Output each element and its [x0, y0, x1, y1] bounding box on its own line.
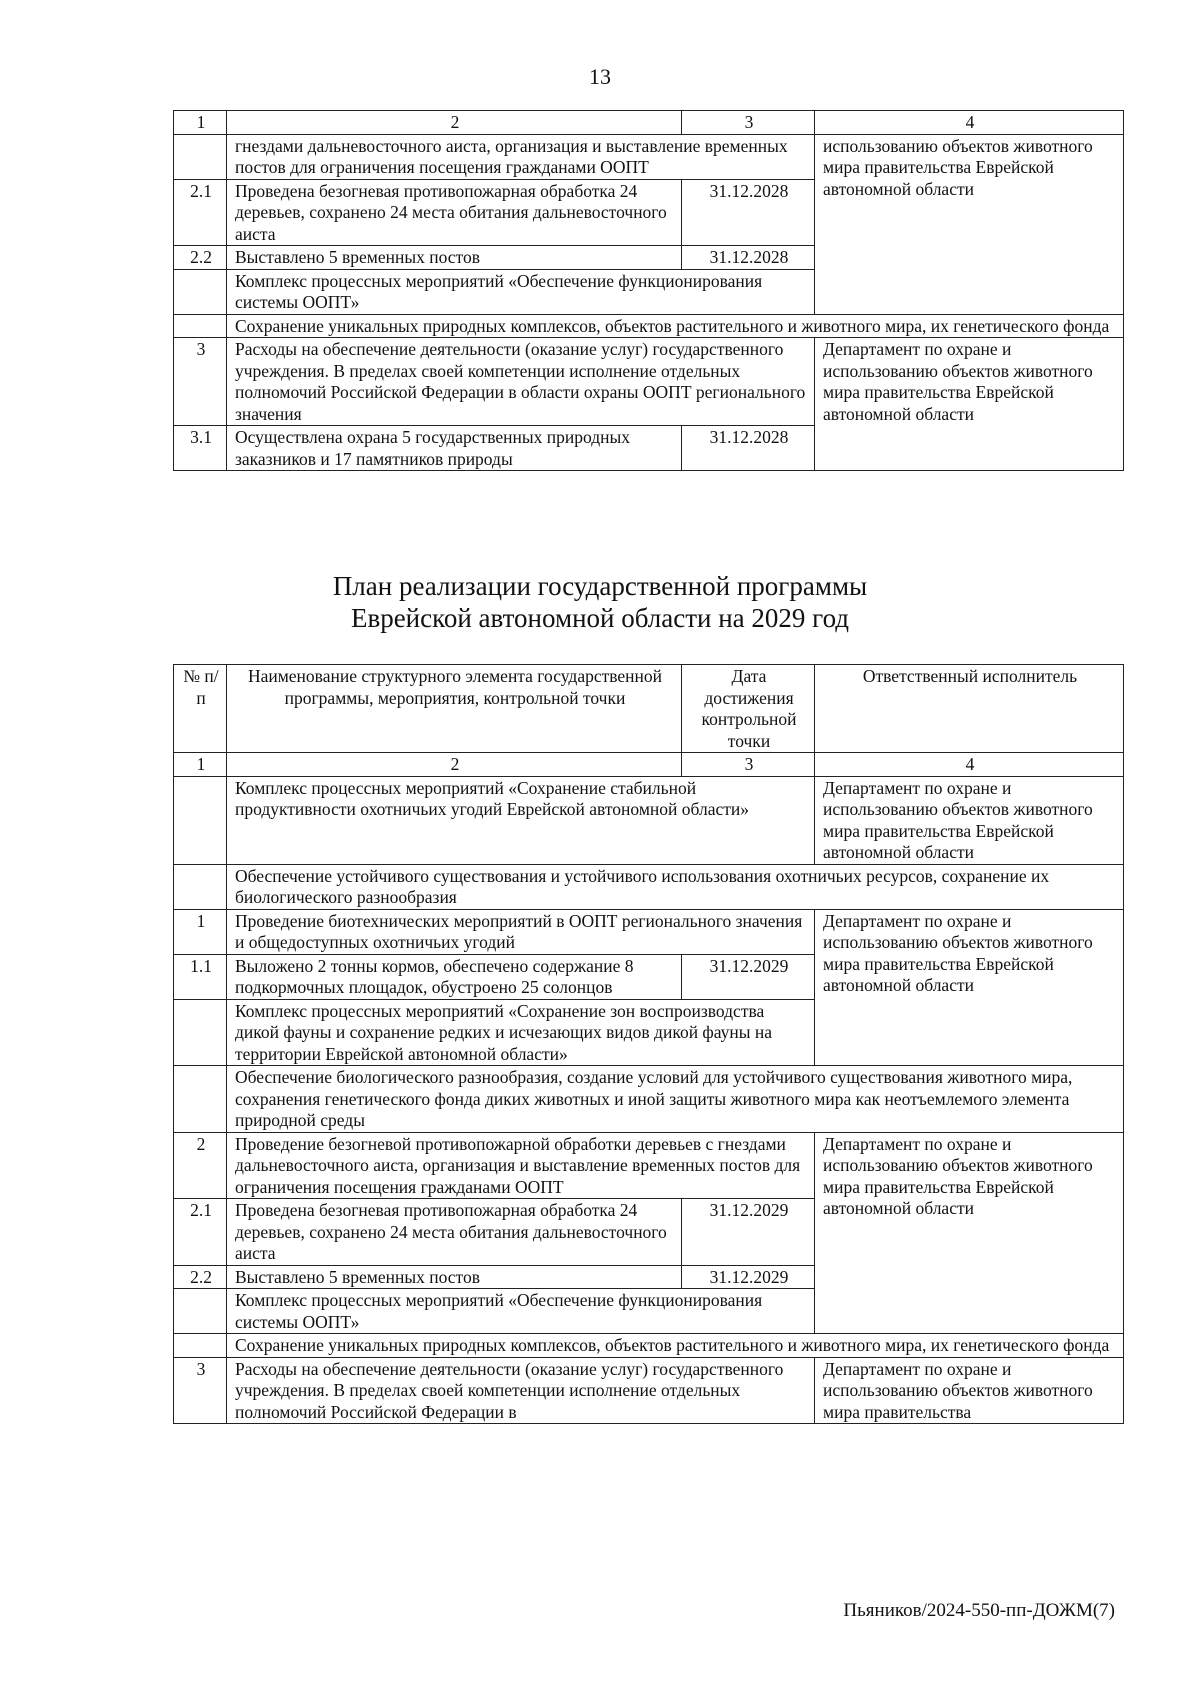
row-number: 2.2 — [174, 1265, 227, 1289]
row-responsible: Департамент по охране и использованию объектов животного мира правительства Еврейской автономной области — [815, 1132, 1124, 1334]
row-date: 31.12.2028 — [682, 246, 815, 270]
row-date: 31.12.2029 — [682, 1265, 815, 1289]
row-name: Выставлено 5 временных постов — [227, 1265, 682, 1289]
row-name: Расходы на обеспечение деятельности (оказание услуг) государственного учреждения. В пределах своей компетенции исполнение отдельных полномочий Российской Федерации в — [227, 1357, 815, 1424]
table-row — [174, 909, 1124, 954]
row-number — [174, 134, 227, 179]
row-number: 2.1 — [174, 179, 227, 246]
row-number — [174, 269, 227, 314]
header-cell-number: № п/п — [174, 665, 227, 753]
table-header-row — [174, 111, 1124, 135]
row-name: Осуществлена охрана 5 государственных природных заказников и 17 памятников природы — [227, 426, 682, 471]
row-name: Обеспечение биологического разнообразия, создание условий для устойчивого существования животного мира, сохранения генетического фонда диких животных и иной защиты животного мира как неотъемлемого элемента природной среды — [227, 1066, 1124, 1133]
row-date: 31.12.2029 — [682, 1199, 815, 1266]
table-row — [174, 776, 1124, 864]
header-cell-date: Дата достижения контрольной точки — [682, 665, 815, 753]
row-name: Выложено 2 тонны кормов, обеспечено содержание 8 подкормочных площадок, обустроено 25 солонцов — [227, 954, 682, 999]
row-name: Выставлено 5 временных постов — [227, 246, 682, 270]
header-cell: 3 — [682, 753, 815, 777]
row-name: Комплекс процессных мероприятий «Обеспечение функционирования системы ООПТ» — [227, 269, 815, 314]
header-cell: 4 — [815, 753, 1124, 777]
row-number: 1 — [174, 909, 227, 954]
header-cell-responsible: Ответственный исполнитель — [815, 665, 1124, 753]
row-responsible: Департамент по охране и использованию объектов животного мира правительства Еврейской автономной области — [815, 909, 1124, 1066]
row-number — [174, 1289, 227, 1334]
header-cell: 4 — [815, 111, 1124, 135]
row-name: Сохранение уникальных природных комплексов, объектов растительного и животного мира, их генетического фонда — [227, 1334, 1124, 1358]
document-code: Пьяников/2024-550-пп-ДОЖМ(7) — [843, 1600, 1115, 1621]
row-responsible: использованию объектов животного мира правительства Еврейской автономной области — [815, 134, 1124, 314]
row-number — [174, 776, 227, 864]
header-cell: 1 — [174, 753, 227, 777]
row-number — [174, 864, 227, 909]
table-row — [174, 134, 1124, 179]
row-date: 31.12.2029 — [682, 954, 815, 999]
row-responsible: Департамент по охране и использованию объектов животного мира правительства — [815, 1357, 1124, 1424]
row-number — [174, 1334, 227, 1358]
plan-2029-table — [173, 664, 1124, 1424]
plan-title — [0, 570, 1200, 634]
row-name: Проведение биотехнических мероприятий в ООПТ регионального значения и общедоступных охотничьих угодий — [227, 909, 815, 954]
header-cell: 2 — [227, 111, 682, 135]
table-row — [174, 1066, 1124, 1133]
row-number: 2 — [174, 1132, 227, 1199]
row-number: 3.1 — [174, 426, 227, 471]
row-number — [174, 1066, 227, 1133]
row-responsible: Департамент по охране и использованию объектов животного мира правительства Еврейской автономной области — [815, 776, 1124, 864]
row-number: 2.1 — [174, 1199, 227, 1266]
table-row — [174, 864, 1124, 909]
row-name: Комплекс процессных мероприятий «Сохранение стабильной продуктивности охотничьих угодий Еврейской автономной области» — [227, 776, 815, 864]
row-number: 3 — [174, 1357, 227, 1424]
row-name: Комплекс процессных мероприятий «Сохранение зон воспроизводства дикой фауны и сохранение редких и исчезающих видов дикой фауны на территории Еврейской автономной области» — [227, 999, 815, 1066]
row-name: Проведена безогневая противопожарная обработка 24 деревьев, сохранено 24 места обитания дальневосточного аиста — [227, 1199, 682, 1266]
row-responsible: Департамент по охране и использованию объектов животного мира правительства Еврейской автономной области — [815, 338, 1124, 471]
row-name: Расходы на обеспечение деятельности (оказание услуг) государственного учреждения. В пределах своей компетенции исполнение отдельных полномочий Российской Федерации в области охраны ООПТ регионального значения — [227, 338, 815, 426]
row-number: 3 — [174, 338, 227, 426]
row-name: Обеспечение устойчивого существования и устойчивого использования охотничьих ресурсов, сохранение их биологического разнообразия — [227, 864, 1124, 909]
row-number — [174, 999, 227, 1066]
row-name: Комплекс процессных мероприятий «Обеспечение функционирования системы ООПТ» — [227, 1289, 815, 1334]
header-cell-name: Наименование структурного элемента государственной программы, мероприятия, контрольной точки — [227, 665, 682, 753]
table-header-number-row — [174, 753, 1124, 777]
table-row — [174, 314, 1124, 338]
row-name: Проведена безогневая противопожарная обработка 24 деревьев, сохранено 24 места обитания дальневосточного аиста — [227, 179, 682, 246]
table-row — [174, 1334, 1124, 1358]
continuation-table — [173, 110, 1124, 471]
table-row — [174, 1132, 1124, 1199]
page-number: 13 — [589, 64, 611, 89]
row-date: 31.12.2028 — [682, 426, 815, 471]
row-date: 31.12.2028 — [682, 179, 815, 246]
header-cell: 2 — [227, 753, 682, 777]
row-number — [174, 314, 227, 338]
row-number: 2.2 — [174, 246, 227, 270]
row-name: Сохранение уникальных природных комплексов, объектов растительного и животного мира, их генетического фонда — [227, 314, 1124, 338]
plan-title-line: План реализации государственной программы — [332, 571, 868, 601]
table-row — [174, 1357, 1124, 1424]
plan-title-line: Еврейской автономной области на 2029 год — [350, 603, 850, 633]
row-name: Проведение безогневой противопожарной обработки деревьев с гнездами дальневосточного аиста, организация и выставление временных постов для ограничения посещения гражданами ООПТ — [227, 1132, 815, 1199]
table-row — [174, 338, 1124, 426]
header-cell: 3 — [682, 111, 815, 135]
table-header-row — [174, 665, 1124, 753]
row-name: гнездами дальневосточного аиста, организация и выставление временных постов для ограничения посещения гражданами ООПТ — [227, 134, 815, 179]
row-number: 1.1 — [174, 954, 227, 999]
header-cell: 1 — [174, 111, 227, 135]
